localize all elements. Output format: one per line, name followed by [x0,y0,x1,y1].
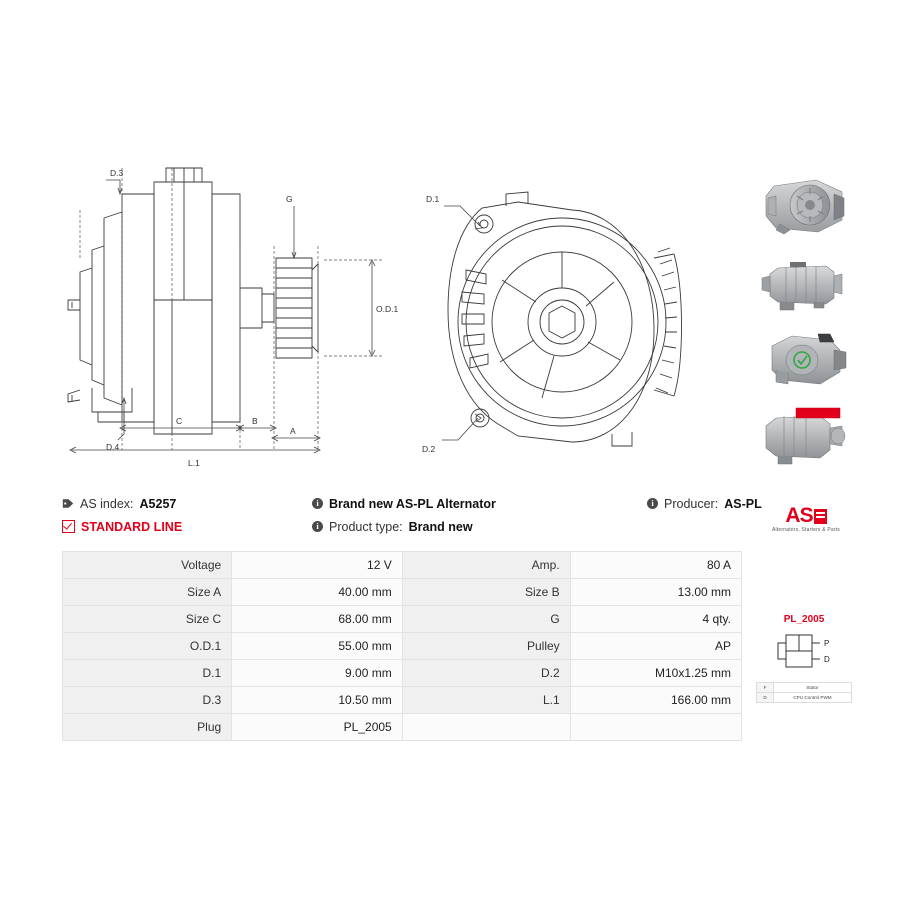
dim-label-d4: D.4 [106,442,120,452]
dim-label-d1: D.1 [426,194,440,204]
plug-pin-p: P [824,639,830,648]
plug-legend-value: Stator [806,685,819,690]
check-icon [62,520,75,533]
spec-value: 13.00 mm [570,579,741,606]
plug-legend-value: CPU Control PWM [793,695,832,700]
spec-value: M10x1.25 mm [570,660,741,687]
drawing-canvas [62,150,742,480]
dim-label-c: C [176,416,183,426]
info-icon: i [312,498,323,509]
alternator-photo-front-angle[interactable] [756,172,852,244]
spec-key: Voltage [63,552,232,579]
dim-label-b: B [252,416,258,426]
dim-label-g: G [286,194,293,204]
plug-legend-key: F [757,683,774,692]
as-index-label: AS index: [80,496,134,511]
plug-legend-key: D [757,693,774,702]
producer-value: AS-PL [724,496,762,511]
brand-new-line [312,492,582,515]
spec-table-body [63,552,742,741]
spec-value: 4 qty. [570,606,741,633]
spec-empty-cell [570,714,741,741]
product-type-value: Brand new [408,519,473,534]
spec-key: D.3 [63,687,232,714]
info-col-producer [647,492,847,540]
spec-value: 55.00 mm [232,633,403,660]
dim-label-l1: L.1 [188,458,200,468]
spec-key: G [402,606,570,633]
brand-new-text: Brand new AS-PL Alternator [329,496,496,511]
info-icon: i [312,521,323,532]
as-pl-logo-bar [814,509,827,524]
tag-icon [62,498,74,509]
dim-label-d3: D.3 [110,168,124,178]
alternator-photo-side[interactable] [756,248,852,320]
table-row [63,714,742,741]
standard-line-badge [62,515,302,538]
spec-key: Size A [63,579,232,606]
spec-key: D.2 [402,660,570,687]
product-photo-strip [756,172,852,476]
as-pl-logo [765,506,847,533]
spec-key: Plug [63,714,232,741]
spec-key: Pulley [402,633,570,660]
spec-value: 80 A [570,552,741,579]
spec-value: 40.00 mm [232,579,403,606]
spec-value: 10.50 mm [232,687,403,714]
table-row [63,579,742,606]
info-col-index [62,492,302,540]
table-row [63,552,742,579]
technical-drawings [62,150,742,480]
as-pl-logo-subtitle: Alternators, Starters & Parts [771,527,841,533]
spec-key: Size B [402,579,570,606]
as-index-value: A5257 [139,496,177,511]
plug-legend-row [756,692,852,703]
plug-legend [756,682,852,703]
spec-value: 68.00 mm [232,606,403,633]
info-row [62,492,841,540]
spec-key: L.1 [402,687,570,714]
spec-key: D.1 [63,660,232,687]
table-row [63,606,742,633]
spec-key: O.D.1 [63,633,232,660]
plug-diagram-card [756,614,852,726]
as-pl-logo-mark [765,506,847,526]
alternator-photo-rear-angle[interactable] [756,324,852,396]
as-pl-logo-text: AS [785,504,813,527]
info-col-product [312,492,582,540]
producer-label: Producer: [664,496,719,511]
spec-value: 9.00 mm [232,660,403,687]
alternator-photo-pulley-side[interactable] [756,400,852,472]
plug-diagram [756,629,852,673]
dim-label-a: A [290,426,296,436]
standard-line-label: STANDARD LINE [81,519,183,534]
spec-value: 12 V [232,552,403,579]
specification-table [62,551,742,741]
spec-value: 166.00 mm [570,687,741,714]
dim-label-od1: O.D.1 [376,304,399,314]
as-index-line [62,492,302,515]
info-icon: i [647,498,658,509]
plug-pin-d: D [824,655,830,664]
spec-key: Amp. [402,552,570,579]
table-row [63,633,742,660]
spec-empty-cell [402,714,570,741]
table-row [63,660,742,687]
table-row [63,687,742,714]
product-type-line [312,515,582,538]
plug-legend-row [756,682,852,692]
spec-value: PL_2005 [232,714,403,741]
spec-value: AP [570,633,741,660]
spec-key: Size C [63,606,232,633]
plug-title: PL_2005 [783,614,825,625]
dim-label-d2: D.2 [422,444,436,454]
product-type-label: Product type: [329,519,403,534]
